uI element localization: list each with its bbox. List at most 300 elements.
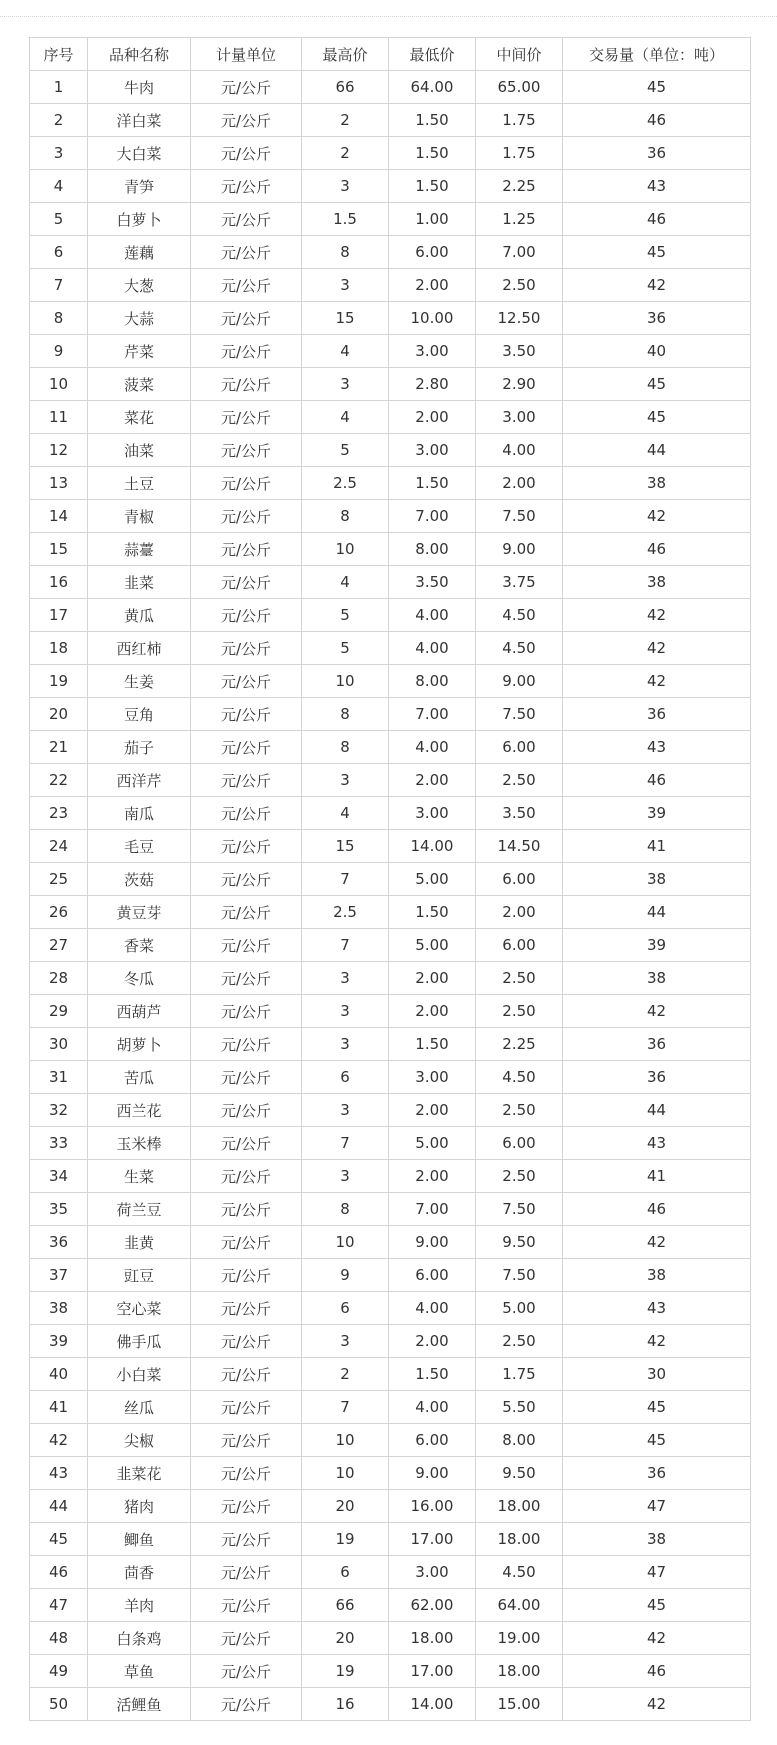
cell-seq: 42 [30, 1424, 88, 1457]
cell-seq: 22 [30, 764, 88, 797]
cell-mid-price: 8.00 [476, 1424, 563, 1457]
cell-mid-price: 4.00 [476, 434, 563, 467]
cell-seq: 44 [30, 1490, 88, 1523]
cell-max-price: 3 [302, 170, 389, 203]
cell-mid-price: 7.00 [476, 236, 563, 269]
cell-min-price: 17.00 [389, 1655, 476, 1688]
cell-unit: 元/公斤 [191, 335, 302, 368]
cell-unit: 元/公斤 [191, 1523, 302, 1556]
cell-seq: 29 [30, 995, 88, 1028]
cell-volume: 42 [563, 1622, 751, 1655]
table-row [30, 731, 751, 764]
cell-volume: 40 [563, 335, 751, 368]
cell-variety: 鲫鱼 [88, 1523, 191, 1556]
cell-volume: 38 [563, 467, 751, 500]
cell-unit: 元/公斤 [191, 566, 302, 599]
cell-variety: 猪肉 [88, 1490, 191, 1523]
header-min-price: 最低价 [389, 38, 476, 71]
cell-variety: 生菜 [88, 1160, 191, 1193]
cell-volume: 42 [563, 1226, 751, 1259]
cell-min-price: 5.00 [389, 863, 476, 896]
cell-variety: 白条鸡 [88, 1622, 191, 1655]
table-row [30, 1457, 751, 1490]
cell-variety: 蒜薹 [88, 533, 191, 566]
cell-max-price: 3 [302, 368, 389, 401]
cell-mid-price: 3.50 [476, 797, 563, 830]
cell-mid-price: 9.00 [476, 665, 563, 698]
header-volume: 交易量（单位：吨） [563, 38, 751, 71]
cell-seq: 32 [30, 1094, 88, 1127]
cell-volume: 47 [563, 1556, 751, 1589]
cell-max-price: 16 [302, 1688, 389, 1721]
cell-mid-price: 4.50 [476, 1061, 563, 1094]
cell-unit: 元/公斤 [191, 731, 302, 764]
cell-mid-price: 7.50 [476, 500, 563, 533]
cell-variety: 大葱 [88, 269, 191, 302]
cell-mid-price: 2.50 [476, 269, 563, 302]
cell-unit: 元/公斤 [191, 533, 302, 566]
cell-min-price: 1.50 [389, 1028, 476, 1061]
table-row [30, 335, 751, 368]
table-row [30, 104, 751, 137]
cell-mid-price: 2.50 [476, 764, 563, 797]
cell-variety: 玉米棒 [88, 1127, 191, 1160]
cell-min-price: 3.50 [389, 566, 476, 599]
cell-variety: 菠菜 [88, 368, 191, 401]
cell-volume: 36 [563, 1061, 751, 1094]
cell-min-price: 1.50 [389, 170, 476, 203]
cell-seq: 35 [30, 1193, 88, 1226]
cell-min-price: 16.00 [389, 1490, 476, 1523]
cell-mid-price: 2.25 [476, 170, 563, 203]
cell-variety: 洋白菜 [88, 104, 191, 137]
cell-unit: 元/公斤 [191, 1655, 302, 1688]
cell-variety: 芹菜 [88, 335, 191, 368]
cell-volume: 45 [563, 368, 751, 401]
cell-max-price: 7 [302, 929, 389, 962]
cell-min-price: 64.00 [389, 71, 476, 104]
cell-mid-price: 3.75 [476, 566, 563, 599]
cell-variety: 西红柿 [88, 632, 191, 665]
table-row [30, 1622, 751, 1655]
cell-min-price: 2.80 [389, 368, 476, 401]
table-row [30, 1523, 751, 1556]
table-row [30, 137, 751, 170]
table-row [30, 236, 751, 269]
cell-volume: 42 [563, 995, 751, 1028]
cell-seq: 24 [30, 830, 88, 863]
cell-volume: 42 [563, 1325, 751, 1358]
cell-mid-price: 9.00 [476, 533, 563, 566]
cell-mid-price: 6.00 [476, 929, 563, 962]
cell-unit: 元/公斤 [191, 368, 302, 401]
cell-volume: 45 [563, 1391, 751, 1424]
cell-mid-price: 14.50 [476, 830, 563, 863]
cell-unit: 元/公斤 [191, 1259, 302, 1292]
cell-variety: 黄豆芽 [88, 896, 191, 929]
cell-seq: 1 [30, 71, 88, 104]
cell-seq: 8 [30, 302, 88, 335]
cell-volume: 45 [563, 1589, 751, 1622]
cell-seq: 50 [30, 1688, 88, 1721]
cell-unit: 元/公斤 [191, 236, 302, 269]
cell-min-price: 3.00 [389, 434, 476, 467]
header-max-price: 最高价 [302, 38, 389, 71]
cell-max-price: 1.5 [302, 203, 389, 236]
cell-variety: 胡萝卜 [88, 1028, 191, 1061]
cell-unit: 元/公斤 [191, 71, 302, 104]
cell-max-price: 6 [302, 1292, 389, 1325]
table-row [30, 830, 751, 863]
cell-variety: 菜花 [88, 401, 191, 434]
cell-seq: 21 [30, 731, 88, 764]
cell-volume: 39 [563, 797, 751, 830]
cell-volume: 46 [563, 764, 751, 797]
cell-volume: 44 [563, 434, 751, 467]
cell-mid-price: 2.90 [476, 368, 563, 401]
cell-variety: 香菜 [88, 929, 191, 962]
cell-variety: 豆角 [88, 698, 191, 731]
table-row [30, 401, 751, 434]
table-row [30, 698, 751, 731]
cell-unit: 元/公斤 [191, 896, 302, 929]
cell-unit: 元/公斤 [191, 1292, 302, 1325]
cell-max-price: 3 [302, 1094, 389, 1127]
cell-volume: 46 [563, 104, 751, 137]
cell-mid-price: 2.00 [476, 896, 563, 929]
cell-unit: 元/公斤 [191, 1589, 302, 1622]
cell-variety: 莲藕 [88, 236, 191, 269]
cell-min-price: 2.00 [389, 995, 476, 1028]
table-row [30, 1292, 751, 1325]
header-mid-price: 中间价 [476, 38, 563, 71]
table-row [30, 1490, 751, 1523]
top-divider [0, 16, 777, 17]
cell-seq: 28 [30, 962, 88, 995]
cell-mid-price: 9.50 [476, 1226, 563, 1259]
cell-max-price: 7 [302, 1391, 389, 1424]
cell-min-price: 8.00 [389, 665, 476, 698]
cell-seq: 17 [30, 599, 88, 632]
cell-volume: 45 [563, 401, 751, 434]
table-row [30, 797, 751, 830]
cell-volume: 46 [563, 1193, 751, 1226]
cell-mid-price: 12.50 [476, 302, 563, 335]
table-row [30, 500, 751, 533]
cell-variety: 丝瓜 [88, 1391, 191, 1424]
cell-min-price: 7.00 [389, 1193, 476, 1226]
cell-max-price: 15 [302, 302, 389, 335]
cell-min-price: 7.00 [389, 698, 476, 731]
table-row [30, 665, 751, 698]
cell-unit: 元/公斤 [191, 962, 302, 995]
cell-mid-price: 65.00 [476, 71, 563, 104]
cell-variety: 大白菜 [88, 137, 191, 170]
table-body [30, 71, 751, 1721]
cell-volume: 36 [563, 698, 751, 731]
cell-max-price: 3 [302, 1160, 389, 1193]
cell-mid-price: 2.00 [476, 467, 563, 500]
cell-seq: 13 [30, 467, 88, 500]
cell-unit: 元/公斤 [191, 797, 302, 830]
cell-unit: 元/公斤 [191, 1127, 302, 1160]
cell-variety: 南瓜 [88, 797, 191, 830]
cell-seq: 39 [30, 1325, 88, 1358]
cell-variety: 生姜 [88, 665, 191, 698]
cell-max-price: 10 [302, 1226, 389, 1259]
cell-unit: 元/公斤 [191, 665, 302, 698]
table-row [30, 1358, 751, 1391]
cell-max-price: 10 [302, 1424, 389, 1457]
cell-volume: 42 [563, 269, 751, 302]
table-row [30, 170, 751, 203]
header-variety: 品种名称 [88, 38, 191, 71]
cell-volume: 46 [563, 533, 751, 566]
cell-volume: 38 [563, 962, 751, 995]
cell-variety: 大蒜 [88, 302, 191, 335]
cell-max-price: 5 [302, 599, 389, 632]
cell-volume: 45 [563, 71, 751, 104]
cell-unit: 元/公斤 [191, 1061, 302, 1094]
cell-seq: 27 [30, 929, 88, 962]
cell-variety: 草鱼 [88, 1655, 191, 1688]
cell-max-price: 4 [302, 335, 389, 368]
cell-unit: 元/公斤 [191, 170, 302, 203]
cell-volume: 42 [563, 599, 751, 632]
cell-max-price: 10 [302, 533, 389, 566]
cell-mid-price: 18.00 [476, 1490, 563, 1523]
cell-max-price: 8 [302, 1193, 389, 1226]
cell-variety: 西葫芦 [88, 995, 191, 1028]
cell-min-price: 4.00 [389, 632, 476, 665]
cell-unit: 元/公斤 [191, 203, 302, 236]
cell-seq: 37 [30, 1259, 88, 1292]
cell-seq: 40 [30, 1358, 88, 1391]
table-row [30, 1589, 751, 1622]
cell-seq: 26 [30, 896, 88, 929]
cell-unit: 元/公斤 [191, 467, 302, 500]
cell-min-price: 14.00 [389, 1688, 476, 1721]
cell-seq: 19 [30, 665, 88, 698]
table-row [30, 1028, 751, 1061]
table-row [30, 302, 751, 335]
cell-max-price: 3 [302, 764, 389, 797]
table-row [30, 203, 751, 236]
cell-mid-price: 7.50 [476, 698, 563, 731]
cell-variety: 羊肉 [88, 1589, 191, 1622]
cell-seq: 49 [30, 1655, 88, 1688]
cell-variety: 茴香 [88, 1556, 191, 1589]
cell-variety: 白萝卜 [88, 203, 191, 236]
cell-unit: 元/公斤 [191, 401, 302, 434]
cell-min-price: 2.00 [389, 962, 476, 995]
cell-max-price: 8 [302, 698, 389, 731]
cell-variety: 韭黄 [88, 1226, 191, 1259]
cell-volume: 46 [563, 203, 751, 236]
table-row [30, 962, 751, 995]
table-row [30, 1193, 751, 1226]
table-row [30, 434, 751, 467]
cell-mid-price: 6.00 [476, 1127, 563, 1160]
cell-mid-price: 4.50 [476, 632, 563, 665]
cell-mid-price: 5.00 [476, 1292, 563, 1325]
cell-variety: 茄子 [88, 731, 191, 764]
cell-variety: 青椒 [88, 500, 191, 533]
cell-volume: 44 [563, 1094, 751, 1127]
cell-volume: 39 [563, 929, 751, 962]
cell-volume: 38 [563, 1523, 751, 1556]
cell-volume: 42 [563, 1688, 751, 1721]
cell-unit: 元/公斤 [191, 632, 302, 665]
cell-mid-price: 7.50 [476, 1193, 563, 1226]
table-row [30, 995, 751, 1028]
cell-variety: 尖椒 [88, 1424, 191, 1457]
cell-unit: 元/公斤 [191, 500, 302, 533]
table-row [30, 863, 751, 896]
cell-mid-price: 1.75 [476, 104, 563, 137]
cell-seq: 7 [30, 269, 88, 302]
cell-max-price: 3 [302, 962, 389, 995]
cell-mid-price: 3.50 [476, 335, 563, 368]
cell-unit: 元/公斤 [191, 302, 302, 335]
cell-volume: 36 [563, 1457, 751, 1490]
cell-volume: 43 [563, 170, 751, 203]
cell-variety: 牛肉 [88, 71, 191, 104]
cell-min-price: 1.50 [389, 137, 476, 170]
cell-min-price: 3.00 [389, 335, 476, 368]
cell-volume: 36 [563, 302, 751, 335]
cell-variety: 韭菜花 [88, 1457, 191, 1490]
table-row [30, 1127, 751, 1160]
cell-unit: 元/公斤 [191, 830, 302, 863]
cell-max-price: 4 [302, 566, 389, 599]
cell-unit: 元/公斤 [191, 929, 302, 962]
cell-variety: 佛手瓜 [88, 1325, 191, 1358]
cell-seq: 16 [30, 566, 88, 599]
cell-min-price: 3.00 [389, 1556, 476, 1589]
cell-seq: 38 [30, 1292, 88, 1325]
cell-seq: 6 [30, 236, 88, 269]
cell-unit: 元/公斤 [191, 1556, 302, 1589]
cell-unit: 元/公斤 [191, 104, 302, 137]
cell-seq: 34 [30, 1160, 88, 1193]
cell-mid-price: 1.25 [476, 203, 563, 236]
cell-seq: 46 [30, 1556, 88, 1589]
cell-min-price: 18.00 [389, 1622, 476, 1655]
table-row [30, 1391, 751, 1424]
cell-min-price: 4.00 [389, 731, 476, 764]
table-row [30, 1226, 751, 1259]
cell-unit: 元/公斤 [191, 1391, 302, 1424]
cell-min-price: 1.50 [389, 104, 476, 137]
cell-unit: 元/公斤 [191, 1160, 302, 1193]
table-row [30, 599, 751, 632]
table-header [30, 38, 751, 71]
cell-max-price: 66 [302, 71, 389, 104]
table-row [30, 632, 751, 665]
cell-volume: 38 [563, 1259, 751, 1292]
cell-mid-price: 2.50 [476, 962, 563, 995]
cell-unit: 元/公斤 [191, 1325, 302, 1358]
cell-min-price: 6.00 [389, 236, 476, 269]
cell-min-price: 3.00 [389, 797, 476, 830]
cell-mid-price: 15.00 [476, 1688, 563, 1721]
price-table [29, 37, 751, 1721]
table-row [30, 1160, 751, 1193]
cell-variety: 小白菜 [88, 1358, 191, 1391]
cell-seq: 45 [30, 1523, 88, 1556]
cell-volume: 42 [563, 500, 751, 533]
cell-variety: 韭菜 [88, 566, 191, 599]
cell-volume: 46 [563, 1655, 751, 1688]
cell-seq: 3 [30, 137, 88, 170]
table-row [30, 533, 751, 566]
table-row [30, 269, 751, 302]
cell-min-price: 2.00 [389, 401, 476, 434]
cell-max-price: 6 [302, 1061, 389, 1094]
cell-variety: 青笋 [88, 170, 191, 203]
cell-unit: 元/公斤 [191, 1622, 302, 1655]
cell-mid-price: 7.50 [476, 1259, 563, 1292]
cell-max-price: 2.5 [302, 467, 389, 500]
cell-variety: 西洋芹 [88, 764, 191, 797]
cell-seq: 48 [30, 1622, 88, 1655]
cell-variety: 毛豆 [88, 830, 191, 863]
cell-min-price: 5.00 [389, 929, 476, 962]
cell-min-price: 4.00 [389, 1292, 476, 1325]
cell-seq: 20 [30, 698, 88, 731]
cell-variety: 西兰花 [88, 1094, 191, 1127]
table-row [30, 1688, 751, 1721]
cell-mid-price: 3.00 [476, 401, 563, 434]
cell-variety: 荷兰豆 [88, 1193, 191, 1226]
cell-variety: 茨菇 [88, 863, 191, 896]
cell-max-price: 66 [302, 1589, 389, 1622]
cell-variety: 豇豆 [88, 1259, 191, 1292]
cell-seq: 25 [30, 863, 88, 896]
cell-max-price: 10 [302, 665, 389, 698]
table-row [30, 1061, 751, 1094]
cell-min-price: 5.00 [389, 1127, 476, 1160]
cell-seq: 11 [30, 401, 88, 434]
cell-min-price: 4.00 [389, 1391, 476, 1424]
cell-seq: 4 [30, 170, 88, 203]
cell-min-price: 9.00 [389, 1226, 476, 1259]
cell-volume: 41 [563, 1160, 751, 1193]
table-row [30, 1325, 751, 1358]
cell-max-price: 8 [302, 236, 389, 269]
cell-unit: 元/公斤 [191, 1028, 302, 1061]
table-row [30, 929, 751, 962]
cell-min-price: 6.00 [389, 1259, 476, 1292]
table-row [30, 566, 751, 599]
table-row [30, 764, 751, 797]
cell-max-price: 20 [302, 1622, 389, 1655]
cell-min-price: 17.00 [389, 1523, 476, 1556]
cell-variety: 苦瓜 [88, 1061, 191, 1094]
cell-max-price: 10 [302, 1457, 389, 1490]
cell-mid-price: 18.00 [476, 1655, 563, 1688]
cell-unit: 元/公斤 [191, 1424, 302, 1457]
cell-seq: 41 [30, 1391, 88, 1424]
cell-seq: 9 [30, 335, 88, 368]
cell-volume: 41 [563, 830, 751, 863]
cell-mid-price: 1.75 [476, 137, 563, 170]
table-row [30, 368, 751, 401]
cell-volume: 38 [563, 566, 751, 599]
table-row [30, 1424, 751, 1457]
table-row [30, 467, 751, 500]
